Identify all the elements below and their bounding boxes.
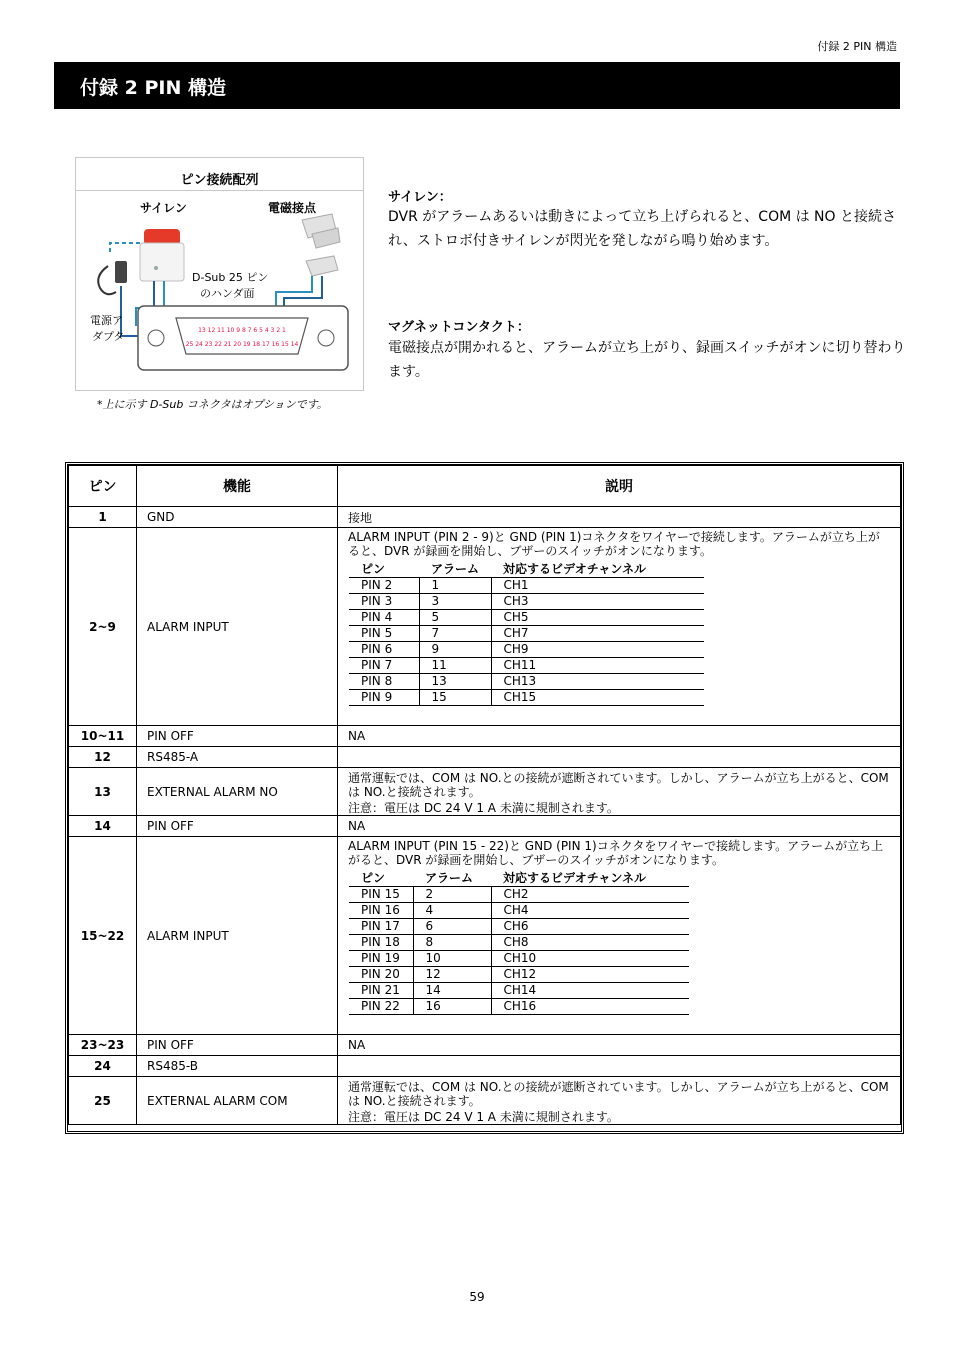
function-cell: PIN OFF bbox=[137, 1035, 338, 1056]
description-cell: 接地 bbox=[338, 507, 901, 528]
map-channel-cell: CH5 bbox=[491, 610, 704, 626]
map-header-alarm: アラーム bbox=[413, 871, 491, 887]
dsub-label-line2: のハンダ面 bbox=[200, 287, 255, 300]
description-note: 注意：電圧は DC 24 V 1 A 未満に規制されます。 bbox=[348, 800, 619, 815]
map-row bbox=[349, 642, 704, 658]
map-pin-cell: PIN 5 bbox=[349, 626, 419, 642]
description-text: ALARM INPUT (PIN 15 - 22)と GND (PIN 1)コネクタをワイヤーで接続します。アラームが立ち上がると、DVR が録画を開始し、ブザーのスイッチがオンになります。 bbox=[348, 839, 884, 867]
map-alarm-cell: 4 bbox=[413, 903, 491, 919]
map-channel-cell: CH4 bbox=[491, 903, 689, 919]
header-description: 説明 bbox=[338, 466, 901, 507]
table-row bbox=[69, 726, 901, 747]
description-text: 通常運転では、COM は NO.との接続が遮断されています。しかし、アラームが立ち上がると、COM は NO.と接続されます。 bbox=[348, 1079, 889, 1108]
map-pin-cell: PIN 6 bbox=[349, 642, 419, 658]
dsub-label-line1: D-Sub 25 ピン bbox=[192, 271, 269, 284]
map-alarm-cell: 13 bbox=[419, 674, 491, 690]
map-channel-cell: CH8 bbox=[491, 935, 689, 951]
pin-cell: 14 bbox=[69, 816, 137, 837]
map-channel-cell: CH14 bbox=[491, 983, 689, 999]
map-row bbox=[349, 951, 689, 967]
map-header-row bbox=[349, 871, 689, 887]
table-row bbox=[69, 816, 901, 837]
running-header: 付録 2 PIN 構造 bbox=[817, 40, 897, 53]
dsub-pin-row-bottom: 25 24 23 22 21 20 19 18 17 16 15 14 bbox=[185, 341, 299, 348]
table-row bbox=[69, 528, 901, 726]
function-cell: RS485-B bbox=[137, 1056, 338, 1077]
map-row bbox=[349, 674, 704, 690]
siren-icon bbox=[140, 229, 184, 281]
diagram-heading-text: ピン接続配列 bbox=[180, 173, 259, 188]
map-pin-cell: PIN 20 bbox=[349, 967, 413, 983]
power-adapter-icon bbox=[98, 261, 127, 294]
pin-cell: 15~22 bbox=[69, 837, 137, 1035]
pin-cell: 23~23 bbox=[69, 1035, 137, 1056]
map-row bbox=[349, 690, 704, 706]
table-row bbox=[69, 1056, 901, 1077]
alarm-channel-map-b bbox=[349, 871, 689, 1015]
table-row bbox=[69, 507, 901, 528]
table-row bbox=[69, 1077, 901, 1125]
header-pin: ピン bbox=[69, 466, 137, 507]
map-pin-cell: PIN 21 bbox=[349, 983, 413, 999]
map-channel-cell: CH12 bbox=[491, 967, 689, 983]
table-row bbox=[69, 768, 901, 816]
description-cell bbox=[338, 1056, 901, 1077]
map-row bbox=[349, 610, 704, 626]
map-alarm-cell: 14 bbox=[413, 983, 491, 999]
description-cell bbox=[338, 747, 901, 768]
map-header-pin: ピン bbox=[349, 871, 413, 887]
alarm-channel-map-a bbox=[349, 562, 704, 706]
pin-cell: 24 bbox=[69, 1056, 137, 1077]
map-pin-cell: PIN 22 bbox=[349, 999, 413, 1015]
map-channel-cell: CH7 bbox=[491, 626, 704, 642]
map-header-row bbox=[349, 562, 704, 578]
map-alarm-cell: 11 bbox=[419, 658, 491, 674]
map-row bbox=[349, 578, 704, 594]
map-pin-cell: PIN 2 bbox=[349, 578, 419, 594]
map-pin-cell: PIN 18 bbox=[349, 935, 413, 951]
siren-label: サイレン bbox=[140, 201, 187, 215]
map-row bbox=[349, 999, 689, 1015]
siren-heading: サイレン： bbox=[388, 190, 452, 205]
map-row bbox=[349, 967, 689, 983]
siren-description: DVR がアラームあるいは動きによって立ち上げられると、COM は NO と接続され、ストロボ付きサイレンが閃光を発しながら鳴り始めます。 bbox=[388, 209, 897, 249]
map-alarm-cell: 15 bbox=[419, 690, 491, 706]
magnet-contact-icon bbox=[302, 214, 340, 276]
map-alarm-cell: 6 bbox=[413, 919, 491, 935]
map-pin-cell: PIN 8 bbox=[349, 674, 419, 690]
map-alarm-cell: 16 bbox=[413, 999, 491, 1015]
map-channel-cell: CH1 bbox=[491, 578, 704, 594]
map-alarm-cell: 7 bbox=[419, 626, 491, 642]
table-row bbox=[69, 837, 901, 1035]
function-cell: PIN OFF bbox=[137, 816, 338, 837]
pin-connection-diagram bbox=[75, 157, 364, 391]
map-row bbox=[349, 594, 704, 610]
description-cell: NA bbox=[338, 816, 901, 837]
map-pin-cell: PIN 16 bbox=[349, 903, 413, 919]
map-header-channel: 対応するビデオチャンネル bbox=[491, 871, 689, 887]
map-alarm-cell: 2 bbox=[413, 887, 491, 903]
pin-table bbox=[65, 462, 904, 1134]
map-pin-cell: PIN 17 bbox=[349, 919, 413, 935]
map-channel-cell: CH10 bbox=[491, 951, 689, 967]
pin-cell: 12 bbox=[69, 747, 137, 768]
page-title: 付録 2 PIN 構造 bbox=[80, 77, 226, 99]
description-text: ALARM INPUT (PIN 2 - 9)と GND (PIN 1)コネクタをワイヤーで接続します。アラームが立ち上がると、DVR が録画を開始し、ブザーのスイッチがオンになります。 bbox=[348, 530, 880, 558]
dsub-connector-icon bbox=[138, 306, 348, 370]
magnet-heading: マグネットコンタクト： bbox=[388, 320, 530, 335]
dsub-pin-row-top: 13 12 11 10 9 8 7 6 5 4 3 2 1 bbox=[198, 327, 286, 334]
map-header-alarm: アラーム bbox=[419, 562, 491, 578]
map-pin-cell: PIN 7 bbox=[349, 658, 419, 674]
map-row bbox=[349, 919, 689, 935]
description-cell bbox=[338, 528, 901, 726]
function-cell: EXTERNAL ALARM NO bbox=[137, 768, 338, 816]
map-pin-cell: PIN 15 bbox=[349, 887, 413, 903]
description-text: 通常運転では、COM は NO.との接続が遮断されています。しかし、アラームが立ち上がると、COM は NO.と接続されます。 bbox=[348, 770, 889, 799]
map-row bbox=[349, 935, 689, 951]
map-pin-cell: PIN 9 bbox=[349, 690, 419, 706]
function-cell: RS485-A bbox=[137, 747, 338, 768]
table-row bbox=[69, 747, 901, 768]
map-alarm-cell: 12 bbox=[413, 967, 491, 983]
header-function: 機能 bbox=[137, 466, 338, 507]
description-cell bbox=[338, 1077, 901, 1125]
map-channel-cell: CH11 bbox=[491, 658, 704, 674]
map-alarm-cell: 8 bbox=[413, 935, 491, 951]
pin-cell: 10~11 bbox=[69, 726, 137, 747]
description-note: 注意：電圧は DC 24 V 1 A 未満に規制されます。 bbox=[348, 1109, 619, 1124]
description-cell: NA bbox=[338, 726, 901, 747]
map-row bbox=[349, 903, 689, 919]
map-row bbox=[349, 983, 689, 999]
magnet-description: 電磁接点が開かれると、アラームが立ち上がり、録画スイッチがオンに切り替わります。 bbox=[388, 340, 906, 380]
pin-cell: 2~9 bbox=[69, 528, 137, 726]
map-channel-cell: CH6 bbox=[491, 919, 689, 935]
description-cell bbox=[338, 837, 901, 1035]
map-row bbox=[349, 658, 704, 674]
description-cell bbox=[338, 768, 901, 816]
title-bar bbox=[54, 62, 900, 109]
map-alarm-cell: 1 bbox=[419, 578, 491, 594]
table-header-row bbox=[69, 466, 901, 507]
function-cell: GND bbox=[137, 507, 338, 528]
function-cell: EXTERNAL ALARM COM bbox=[137, 1077, 338, 1125]
pin-cell: 1 bbox=[69, 507, 137, 528]
map-alarm-cell: 10 bbox=[413, 951, 491, 967]
adapter-label-line2: ダプタ bbox=[92, 330, 125, 343]
map-row bbox=[349, 887, 689, 903]
map-header-channel: 対応するビデオチャンネル bbox=[491, 562, 704, 578]
map-row bbox=[349, 626, 704, 642]
map-alarm-cell: 3 bbox=[419, 594, 491, 610]
map-channel-cell: CH3 bbox=[491, 594, 704, 610]
function-cell: ALARM INPUT bbox=[137, 528, 338, 726]
map-channel-cell: CH2 bbox=[491, 887, 689, 903]
map-pin-cell: PIN 3 bbox=[349, 594, 419, 610]
diagram-note: *上に示す D-Sub コネクタはオプションです。 bbox=[97, 398, 328, 411]
map-channel-cell: CH16 bbox=[491, 999, 689, 1015]
map-channel-cell: CH15 bbox=[491, 690, 704, 706]
adapter-label-line1: 電源ア bbox=[90, 314, 123, 327]
page-number: 59 bbox=[469, 1290, 485, 1304]
map-alarm-cell: 5 bbox=[419, 610, 491, 626]
pin-cell: 25 bbox=[69, 1077, 137, 1125]
pin-cell: 13 bbox=[69, 768, 137, 816]
table-row bbox=[69, 1035, 901, 1056]
function-cell: PIN OFF bbox=[137, 726, 338, 747]
map-header-pin: ピン bbox=[349, 562, 419, 578]
map-pin-cell: PIN 19 bbox=[349, 951, 413, 967]
map-channel-cell: CH9 bbox=[491, 642, 704, 658]
description-cell: NA bbox=[338, 1035, 901, 1056]
map-channel-cell: CH13 bbox=[491, 674, 704, 690]
function-cell: ALARM INPUT bbox=[137, 837, 338, 1035]
magnet-label: 電磁接点 bbox=[268, 201, 317, 215]
map-alarm-cell: 9 bbox=[419, 642, 491, 658]
map-pin-cell: PIN 4 bbox=[349, 610, 419, 626]
